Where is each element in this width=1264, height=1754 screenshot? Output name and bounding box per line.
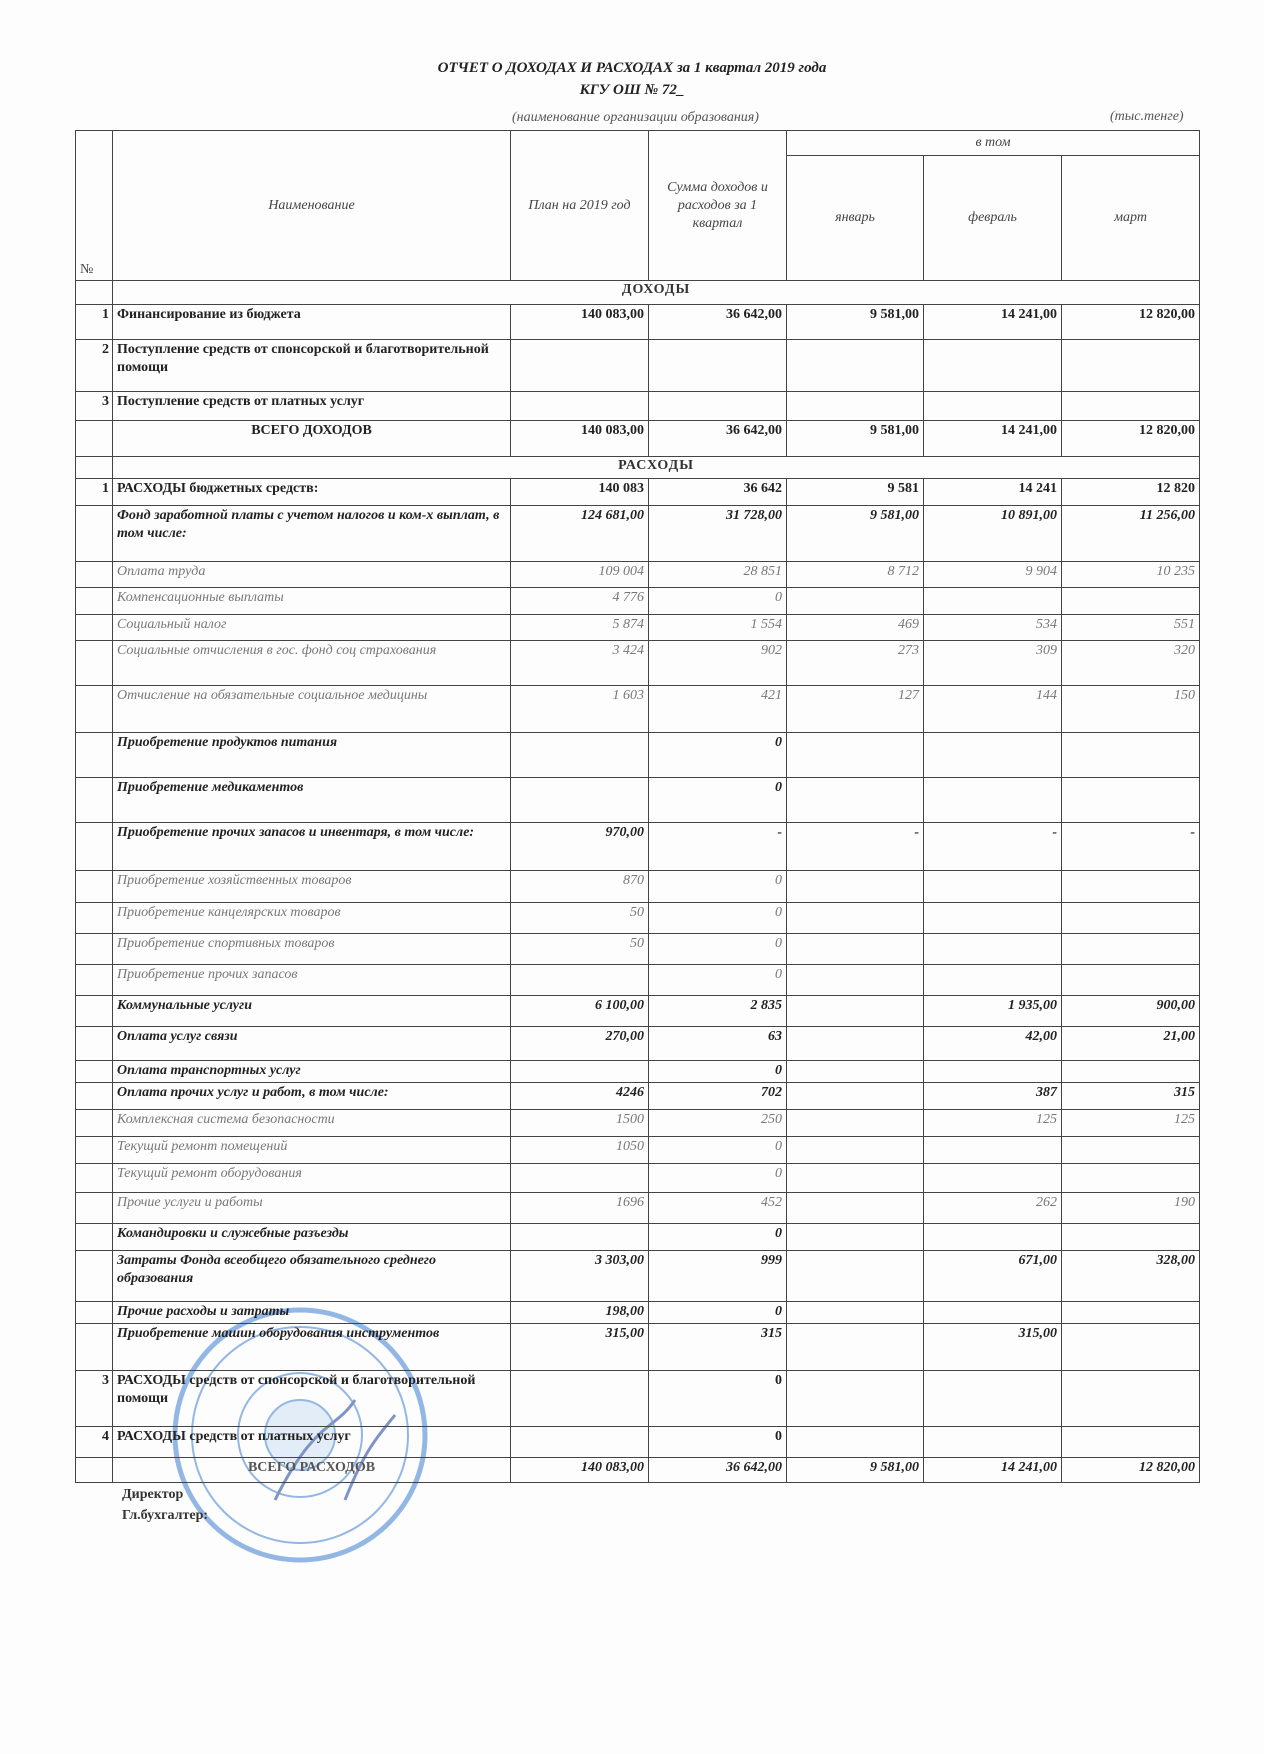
row-number	[76, 641, 113, 686]
table-row	[76, 871, 1200, 903]
cell-jan	[787, 1083, 924, 1110]
cell-sum: 0	[649, 588, 787, 615]
cell-jan	[787, 965, 924, 996]
cell-sum: 0	[649, 733, 787, 778]
cell-jan	[787, 392, 924, 421]
cell-plan: 3 303,00	[511, 1251, 649, 1302]
cell-mar: 21,00	[1062, 1027, 1200, 1061]
row-name: Приобретение хозяйственных товаров	[113, 871, 511, 903]
cell-feb: 144	[924, 686, 1062, 733]
cell-sum: 0	[649, 965, 787, 996]
row-number	[76, 996, 113, 1027]
section-title: РАСХОДЫ	[113, 457, 1200, 479]
cell-jan: 9 581,00	[787, 421, 924, 457]
cell-jan	[787, 1224, 924, 1251]
row-name: ВСЕГО ДОХОДОВ	[113, 421, 511, 457]
row-name: ВСЕГО РАСХОДОВ	[113, 1458, 511, 1483]
cell-sum: 36 642,00	[649, 305, 787, 340]
cell-mar: 12 820,00	[1062, 421, 1200, 457]
row-name: РАСХОДЫ бюджетных средств:	[113, 479, 511, 506]
cell-sum: 36 642,00	[649, 421, 787, 457]
row-name: Оплата транспортных услуг	[113, 1061, 511, 1083]
cell-feb	[924, 871, 1062, 903]
cell-mar: 150	[1062, 686, 1200, 733]
cell-feb	[924, 1224, 1062, 1251]
cell-mar	[1062, 588, 1200, 615]
table-row	[76, 421, 1200, 457]
cell-mar	[1062, 1302, 1200, 1324]
cell-mar	[1062, 1224, 1200, 1251]
cell-sum: 31 728,00	[649, 506, 787, 562]
row-name: Социальные отчисления в гос. фонд соц страхования	[113, 641, 511, 686]
cell-mar: 900,00	[1062, 996, 1200, 1027]
units-label: (тыс.тенге)	[1110, 109, 1184, 124]
header-name: Наименование	[113, 131, 511, 281]
cell-plan: 50	[511, 903, 649, 934]
row-name: РАСХОДЫ средств от спонсорской и благотворительной помощи	[113, 1371, 511, 1427]
cell-feb: 9 904	[924, 562, 1062, 588]
row-name: Оплата труда	[113, 562, 511, 588]
cell-jan	[787, 1427, 924, 1458]
cell-jan: 9 581,00	[787, 305, 924, 340]
cell-plan: 1500	[511, 1110, 649, 1137]
row-number	[76, 421, 113, 457]
cell-sum: 63	[649, 1027, 787, 1061]
cell-sum: 0	[649, 778, 787, 823]
cell-plan: 109 004	[511, 562, 649, 588]
table-row	[76, 1371, 1200, 1427]
cell-sum: 0	[649, 934, 787, 965]
cell-feb	[924, 965, 1062, 996]
cell-jan: 9 581,00	[787, 506, 924, 562]
cell-jan	[787, 1061, 924, 1083]
cell-jan: 8 712	[787, 562, 924, 588]
cell-sum: 0	[649, 1427, 787, 1458]
cell-sum: 0	[649, 1137, 787, 1164]
cell-plan: 270,00	[511, 1027, 649, 1061]
cell-sum: 702	[649, 1083, 787, 1110]
cell-mar: 551	[1062, 615, 1200, 641]
table-row	[76, 506, 1200, 562]
row-name: Отчисление на обязательные социальное медицины	[113, 686, 511, 733]
row-name: Прочие услуги и работы	[113, 1193, 511, 1224]
report-table	[75, 130, 1200, 1483]
table-row	[76, 305, 1200, 340]
cell-plan: 315,00	[511, 1324, 649, 1371]
header-plan: План на 2019 год	[511, 131, 649, 281]
cell-sum: 1 554	[649, 615, 787, 641]
report-title: ОТЧЕТ О ДОХОДАХ И РАСХОДАХ за 1 квартал 2019 года	[437, 60, 827, 76]
row-name: Текущий ремонт помещений	[113, 1137, 511, 1164]
section-income	[76, 281, 1200, 305]
row-number	[76, 1458, 113, 1483]
cell-sum: 0	[649, 903, 787, 934]
cell-sum: -	[649, 823, 787, 871]
row-number: 2	[76, 340, 113, 392]
cell-feb: 125	[924, 1110, 1062, 1137]
cell-feb	[924, 1061, 1062, 1083]
cell-jan	[787, 934, 924, 965]
row-number	[76, 778, 113, 823]
cell-jan	[787, 778, 924, 823]
cell-mar: 125	[1062, 1110, 1200, 1137]
row-name: Прочие расходы и затраты	[113, 1302, 511, 1324]
row-name: Компенсационные выплаты	[113, 588, 511, 615]
cell-feb: 14 241,00	[924, 1458, 1062, 1483]
header-number: №	[76, 131, 113, 281]
row-name: Поступление средств от платных услуг	[113, 392, 511, 421]
cell-plan: 3 424	[511, 641, 649, 686]
table-row	[76, 934, 1200, 965]
cell-sum: 0	[649, 1061, 787, 1083]
table-row	[76, 778, 1200, 823]
cell-jan	[787, 996, 924, 1027]
section-title: ДОХОДЫ	[113, 281, 1200, 305]
row-number	[76, 903, 113, 934]
cell-feb: 262	[924, 1193, 1062, 1224]
header-group: в том	[787, 131, 1200, 156]
row-number	[76, 1193, 113, 1224]
table-row	[76, 823, 1200, 871]
cell-mar	[1062, 340, 1200, 392]
table-row	[76, 1110, 1200, 1137]
cell-mar	[1062, 1427, 1200, 1458]
table-row	[76, 686, 1200, 733]
cell-sum: 0	[649, 1164, 787, 1193]
cell-jan	[787, 1164, 924, 1193]
table-row	[76, 965, 1200, 996]
row-number: 3	[76, 1371, 113, 1427]
header-march: март	[1062, 156, 1200, 281]
row-number	[76, 686, 113, 733]
cell-mar	[1062, 1137, 1200, 1164]
cell-feb: 387	[924, 1083, 1062, 1110]
cell-feb: 14 241	[924, 479, 1062, 506]
cell-jan	[787, 1302, 924, 1324]
cell-jan	[787, 1027, 924, 1061]
table-row	[76, 588, 1200, 615]
cell-jan	[787, 733, 924, 778]
row-name: Оплата прочих услуг и работ, в том числе:	[113, 1083, 511, 1110]
cell-mar: -	[1062, 823, 1200, 871]
cell-plan: 4 776	[511, 588, 649, 615]
row-number	[76, 1061, 113, 1083]
cell-sum: 0	[649, 1302, 787, 1324]
row-number	[76, 615, 113, 641]
row-name: Приобретение прочих запасов	[113, 965, 511, 996]
cell-jan: 9 581	[787, 479, 924, 506]
table-row	[76, 562, 1200, 588]
cell-mar	[1062, 1371, 1200, 1427]
cell-jan: 127	[787, 686, 924, 733]
cell-feb: 14 241,00	[924, 421, 1062, 457]
row-number: 1	[76, 305, 113, 340]
cell-feb: 534	[924, 615, 1062, 641]
cell-mar: 12 820,00	[1062, 305, 1200, 340]
row-number	[76, 1324, 113, 1371]
row-number	[76, 588, 113, 615]
cell-mar	[1062, 1061, 1200, 1083]
cell-feb: 1 935,00	[924, 996, 1062, 1027]
cell-plan: 5 874	[511, 615, 649, 641]
row-name: Приобретение канцелярских товаров	[113, 903, 511, 934]
row-number	[76, 562, 113, 588]
cell-sum	[649, 392, 787, 421]
table-row	[76, 1137, 1200, 1164]
cell-feb	[924, 903, 1062, 934]
cell-plan	[511, 1224, 649, 1251]
table-row	[76, 1427, 1200, 1458]
cell-sum: 452	[649, 1193, 787, 1224]
row-name: Поступление средств от спонсорской и благотворительной помощи	[113, 340, 511, 392]
cell-feb	[924, 1137, 1062, 1164]
cell-mar	[1062, 871, 1200, 903]
row-name: РАСХОДЫ средств от платных услуг	[113, 1427, 511, 1458]
row-name: Командировки и служебные разъезды	[113, 1224, 511, 1251]
cell-feb	[924, 1427, 1062, 1458]
row-number	[76, 1110, 113, 1137]
table-row	[76, 392, 1200, 421]
cell-plan: 6 100,00	[511, 996, 649, 1027]
organization-caption: (наименование организации образования)	[512, 110, 759, 125]
cell-feb: -	[924, 823, 1062, 871]
cell-mar: 190	[1062, 1193, 1200, 1224]
row-name: Приобретение медикаментов	[113, 778, 511, 823]
cell-mar	[1062, 1324, 1200, 1371]
row-number	[76, 1027, 113, 1061]
row-number	[76, 733, 113, 778]
cell-plan	[511, 778, 649, 823]
cell-sum: 0	[649, 871, 787, 903]
cell-mar: 315	[1062, 1083, 1200, 1110]
cell-mar	[1062, 733, 1200, 778]
table-row	[76, 733, 1200, 778]
cell-jan: -	[787, 823, 924, 871]
cell-sum: 250	[649, 1110, 787, 1137]
row-number	[76, 823, 113, 871]
cell-plan	[511, 1427, 649, 1458]
cell-jan	[787, 1137, 924, 1164]
row-name: Приобретение продуктов питания	[113, 733, 511, 778]
cell-feb: 671,00	[924, 1251, 1062, 1302]
cell-plan: 198,00	[511, 1302, 649, 1324]
row-number	[76, 506, 113, 562]
row-number	[76, 965, 113, 996]
cell-mar: 320	[1062, 641, 1200, 686]
director-label: Директор	[122, 1487, 184, 1502]
cell-jan	[787, 903, 924, 934]
cell-feb	[924, 340, 1062, 392]
table-row	[76, 1302, 1200, 1324]
cell-mar	[1062, 934, 1200, 965]
cell-jan	[787, 1324, 924, 1371]
row-number	[76, 1137, 113, 1164]
cell-feb	[924, 1164, 1062, 1193]
cell-feb	[924, 1371, 1062, 1427]
table-row	[76, 1083, 1200, 1110]
cell-plan: 970,00	[511, 823, 649, 871]
cell-plan: 50	[511, 934, 649, 965]
cell-sum: 0	[649, 1371, 787, 1427]
cell-mar: 328,00	[1062, 1251, 1200, 1302]
table-row	[76, 1251, 1200, 1302]
cell-plan: 1 603	[511, 686, 649, 733]
row-name: Социальный налог	[113, 615, 511, 641]
cell-sum: 315	[649, 1324, 787, 1371]
cell-sum: 0	[649, 1224, 787, 1251]
row-name: Текущий ремонт оборудования	[113, 1164, 511, 1193]
row-number	[76, 1302, 113, 1324]
cell-feb: 10 891,00	[924, 506, 1062, 562]
cell-plan	[511, 733, 649, 778]
cell-plan: 140 083	[511, 479, 649, 506]
cell-feb	[924, 588, 1062, 615]
cell-jan: 9 581,00	[787, 1458, 924, 1483]
cell-plan	[511, 965, 649, 996]
cell-sum: 902	[649, 641, 787, 686]
cell-sum: 28 851	[649, 562, 787, 588]
cell-jan	[787, 340, 924, 392]
cell-feb: 315,00	[924, 1324, 1062, 1371]
cell-jan: 469	[787, 615, 924, 641]
cell-plan: 140 083,00	[511, 1458, 649, 1483]
cell-plan: 1696	[511, 1193, 649, 1224]
row-number	[76, 1251, 113, 1302]
cell-mar	[1062, 392, 1200, 421]
cell-plan: 870	[511, 871, 649, 903]
cell-feb	[924, 733, 1062, 778]
table-row	[76, 615, 1200, 641]
row-number	[76, 1224, 113, 1251]
table-row	[76, 1027, 1200, 1061]
row-name: Комплексная система безопасности	[113, 1110, 511, 1137]
row-number: 4	[76, 1427, 113, 1458]
cell-jan	[787, 1251, 924, 1302]
cell-plan: 140 083,00	[511, 421, 649, 457]
cell-sum	[649, 340, 787, 392]
cell-mar	[1062, 965, 1200, 996]
cell-sum: 2 835	[649, 996, 787, 1027]
cell-mar: 11 256,00	[1062, 506, 1200, 562]
cell-jan	[787, 588, 924, 615]
cell-feb	[924, 392, 1062, 421]
cell-feb	[924, 1302, 1062, 1324]
cell-feb: 42,00	[924, 1027, 1062, 1061]
row-name: Затраты Фонда всеобщего обязательного среднего образования	[113, 1251, 511, 1302]
row-number	[76, 871, 113, 903]
header-sum: Сумма доходов и расходов за 1 квартал	[649, 131, 787, 281]
cell-plan	[511, 1061, 649, 1083]
table-row	[76, 641, 1200, 686]
row-number: 3	[76, 392, 113, 421]
table-row	[76, 1224, 1200, 1251]
header-january: январь	[787, 156, 924, 281]
cell-feb	[924, 778, 1062, 823]
table-row	[76, 1061, 1200, 1083]
cell-jan	[787, 1371, 924, 1427]
cell-feb: 309	[924, 641, 1062, 686]
table-row	[76, 996, 1200, 1027]
cell-feb	[924, 934, 1062, 965]
cell-feb: 14 241,00	[924, 305, 1062, 340]
row-name: Фонд заработной платы с учетом налогов и ком-х выплат, в том числе:	[113, 506, 511, 562]
organization-name: КГУ ОШ № 72_	[579, 82, 685, 98]
cell-jan	[787, 1110, 924, 1137]
row-name: Приобретение машин оборудования инструментов	[113, 1324, 511, 1371]
cell-mar	[1062, 903, 1200, 934]
cell-jan: 273	[787, 641, 924, 686]
cell-jan	[787, 1193, 924, 1224]
table-row	[76, 1193, 1200, 1224]
row-number	[76, 934, 113, 965]
row-name: Финансирование из бюджета	[113, 305, 511, 340]
row-number	[76, 1083, 113, 1110]
cell-plan: 124 681,00	[511, 506, 649, 562]
row-name: Приобретение спортивных товаров	[113, 934, 511, 965]
cell-plan	[511, 392, 649, 421]
row-name: Коммунальные услуги	[113, 996, 511, 1027]
row-number: 1	[76, 479, 113, 506]
cell-mar	[1062, 1164, 1200, 1193]
cell-plan	[511, 340, 649, 392]
cell-plan	[511, 1371, 649, 1427]
row-name: Оплата услуг связи	[113, 1027, 511, 1061]
accountant-label: Гл.бухгалтер:	[122, 1508, 209, 1523]
table-row	[76, 1458, 1200, 1483]
table-row	[76, 1164, 1200, 1193]
cell-mar: 10 235	[1062, 562, 1200, 588]
cell-plan: 140 083,00	[511, 305, 649, 340]
table-row	[76, 479, 1200, 506]
cell-sum: 36 642,00	[649, 1458, 787, 1483]
row-name: Приобретение прочих запасов и инвентаря, в том числе:	[113, 823, 511, 871]
header-february: февраль	[924, 156, 1062, 281]
cell-sum: 36 642	[649, 479, 787, 506]
cell-mar	[1062, 778, 1200, 823]
table-row	[76, 340, 1200, 392]
cell-sum: 999	[649, 1251, 787, 1302]
cell-plan	[511, 1164, 649, 1193]
section-expense	[76, 457, 1200, 479]
cell-plan: 1050	[511, 1137, 649, 1164]
table-row	[76, 1324, 1200, 1371]
cell-sum: 421	[649, 686, 787, 733]
cell-jan	[787, 871, 924, 903]
cell-mar: 12 820	[1062, 479, 1200, 506]
table-row	[76, 903, 1200, 934]
cell-mar: 12 820,00	[1062, 1458, 1200, 1483]
cell-plan: 4246	[511, 1083, 649, 1110]
row-number	[76, 1164, 113, 1193]
